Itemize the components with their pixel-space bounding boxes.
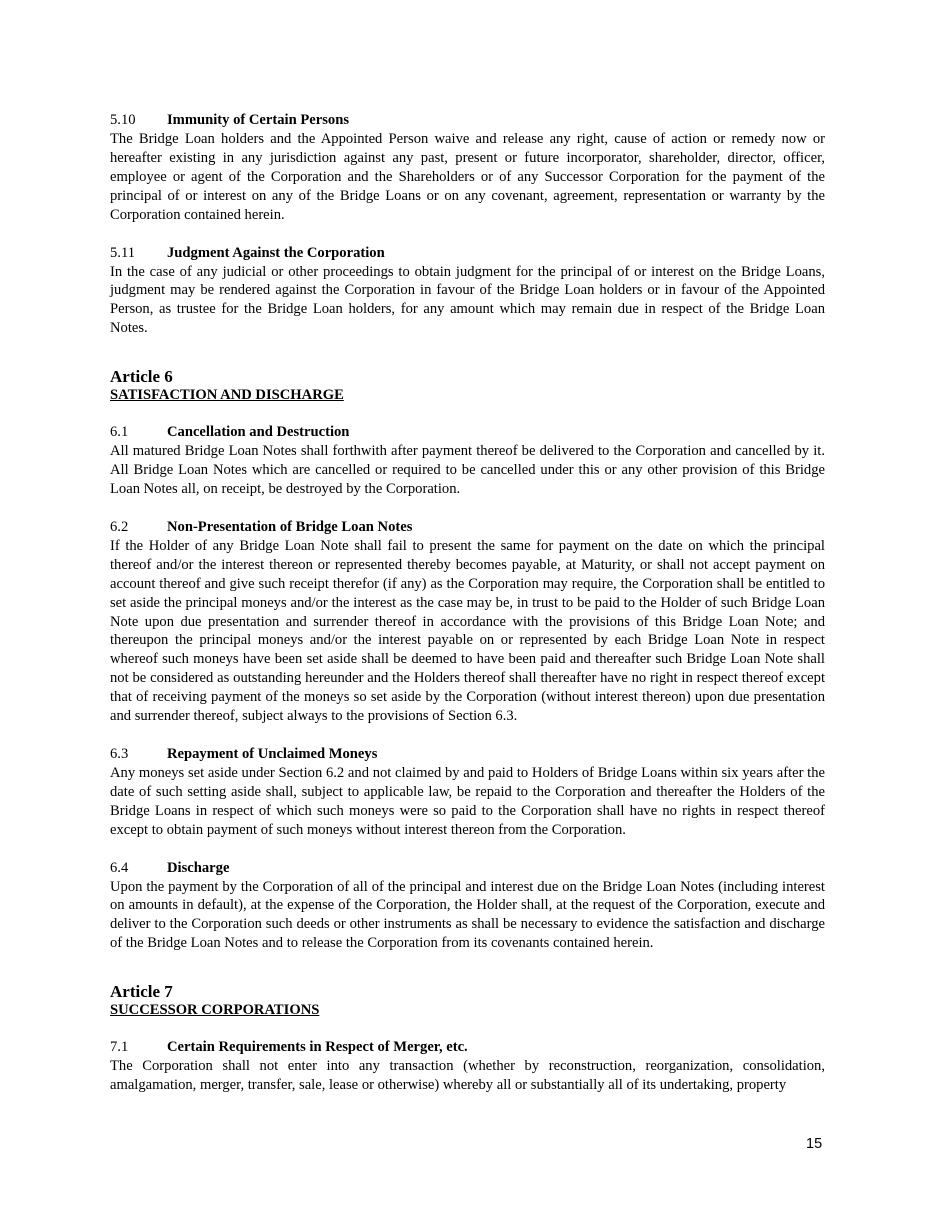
section-body: If the Holder of any Bridge Loan Note shall fail to present the same for payment on the date on which the principal thereof and/or the interest thereon or represented thereby becomes payable, at Maturity, or shall not accept payment on account thereof and give such receipt therefor (if any) as the Corporation may require, the Corporation shall be entitled to set aside the principal moneys and/or the interest as the case may be, in trust to be paid to the Holder of such Bridge Loan Note upon due presentation and surrender thereof in accordance with the provisions of this Bridge Loan Note; and thereupon the principal moneys and/or the interest payable on or represented by each Bridge Loan Note in respect whereof such moneys have been set aside shall be deemed to have been paid and thereafter such Bridge Loan Note shall not be considered as outstanding hereunder and the Holders thereof shall thereafter have no right in respect thereof except that of receiving payment of the moneys so set aside by the Corporation (without interest thereon) upon due presentation and surrender thereof, subject always to the provisions of Section 6.3. xyxy=(110,537,825,725)
section-heading xyxy=(110,1038,825,1057)
section-body: All matured Bridge Loan Notes shall forthwith after payment thereof be delivered to the Corporation and cancelled by it. All Bridge Loan Notes which are cancelled or required to be cancelled under this or any other provision of this Bridge Loan Notes all, on receipt, be destroyed by the Corporation. xyxy=(110,443,825,497)
article-6-subtitle: SATISFACTION AND DISCHARGE xyxy=(110,387,344,404)
document-page xyxy=(110,111,825,1095)
section-body: Any moneys set aside under Section 6.2 and not claimed by and paid to Holders of Bridge Loans within six years after the date of such setting aside shall, subject to applicable law, be repaid to the Corporation and thereafter the Holders of the Bridge Loans in respect of which such moneys were so paid to the Corporation shall have no rights in respect thereof except to obtain payment of such moneys without interest thereon from the Corporation. xyxy=(110,764,825,838)
section-number: 6.4 xyxy=(110,859,129,876)
section-number: 5.11 xyxy=(110,244,135,261)
section-body: The Bridge Loan holders and the Appointed Person waive and release any right, cause of action or remedy now or hereafter existing in any jurisdiction against any past, present or future incorporator, shareholder, director, officer, employee or agent of the Corporation and the Shareholders or of any Successor Corporation for the payment of the principal of or interest on any of the Bridge Loans or on any covenant, agreement, representation or warranty by the Corporation contained herein. xyxy=(110,131,825,223)
article-7-title: Article 7 xyxy=(110,982,173,1002)
section-number: 7.1 xyxy=(110,1039,129,1056)
section-heading xyxy=(110,518,825,537)
section-body: Upon the payment by the Corporation of all of the principal and interest due on the Bridge Loan Notes (including interest on amounts in default), at the expense of the Corporation, the Holder shall, at the request of the Corporation, execute and deliver to the Corporation such deeds or other instruments as shall be necessary to evidence the satisfaction and discharge of the Bridge Loan Notes and to release the Corporation from its covenants contained herein. xyxy=(110,878,825,952)
section-heading xyxy=(110,745,825,764)
section-number: 5.10 xyxy=(110,112,136,128)
section-title: Repayment of Unclaimed Moneys xyxy=(167,745,378,762)
article-6-title: Article 6 xyxy=(110,367,173,387)
section-number: 6.1 xyxy=(110,424,129,441)
article-7-subtitle: SUCCESSOR CORPORATIONS xyxy=(110,1002,320,1019)
section-number: 6.3 xyxy=(110,745,129,762)
section-number: 6.2 xyxy=(110,518,129,535)
section-body: In the case of any judicial or other proceedings to obtain judgment for the principal of or interest on the Bridge Loans, judgment may be rendered against the Corporation in favour of the Bridge Loan holders or in favour of the Appointed Person, as trustee for the Bridge Loan holders, for any amount which may remain due in respect of the Bridge Loan Notes. xyxy=(110,263,825,337)
section-title: Non-Presentation of Bridge Loan Notes xyxy=(167,518,413,535)
page-number: 15 xyxy=(806,1136,823,1152)
section-heading xyxy=(110,111,825,130)
section-title: Cancellation and Destruction xyxy=(167,424,350,441)
section-heading xyxy=(110,859,825,878)
section-heading xyxy=(110,423,825,442)
section-title: Discharge xyxy=(167,859,230,876)
section-heading xyxy=(110,244,825,263)
section-body: The Corporation shall not enter into any transaction (whether by reconstruction, reorganization, consolidation, amalgamation, merger, transfer, sale, lease or otherwise) whereby all or substantially all of its undertaking, property xyxy=(110,1058,825,1094)
section-title: Certain Requirements in Respect of Merger, etc. xyxy=(167,1039,468,1056)
section-title: Immunity of Certain Persons xyxy=(167,112,350,128)
section-title: Judgment Against the Corporation xyxy=(167,244,385,261)
